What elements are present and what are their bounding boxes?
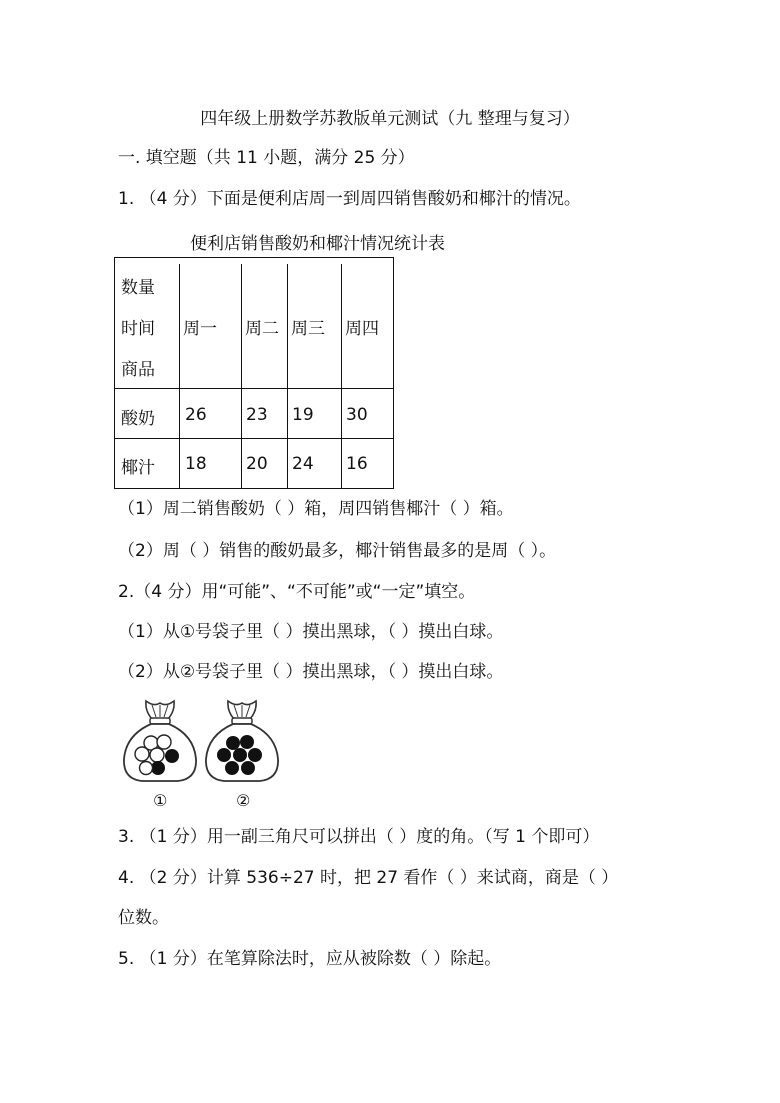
table-cell: 18 (185, 454, 207, 474)
table-divider (179, 264, 180, 488)
table-cell: 23 (246, 405, 268, 425)
bag-1-label: ① (153, 791, 168, 810)
table-divider (115, 438, 393, 439)
section-heading: 一. 填空题（共 11 小题，满分 25 分） (118, 148, 415, 168)
table-title: 便利店销售酸奶和椰汁情况统计表 (190, 234, 445, 254)
question-4-continuation: 位数。 (118, 908, 169, 928)
bag-2-illustration (202, 697, 282, 785)
table-cell: 16 (346, 454, 368, 474)
statistics-table (114, 257, 394, 489)
question-1-part-1: （1）周二销售酸奶（ ）箱，周四销售椰汁（ ）箱。 (118, 499, 514, 519)
header-label-time: 时间 (121, 319, 155, 339)
row-label-coconut: 椰汁 (121, 458, 155, 478)
table-cell: 24 (292, 454, 314, 474)
question-5-text: 5. （1 分）在笔算除法时，应从被除数（ ）除起。 (118, 949, 502, 969)
day-header: 周四 (345, 319, 379, 339)
question-2-part-2: （2）从②号袋子里（ ）摸出黑球，（ ）摸出白球。 (118, 662, 504, 682)
table-cell: 19 (292, 405, 314, 425)
row-label-yogurt: 酸奶 (121, 409, 155, 429)
bag-2-label: ② (236, 791, 251, 810)
header-label-quantity: 数量 (121, 278, 155, 298)
header-label-product: 商品 (121, 360, 155, 380)
table-divider (115, 388, 393, 389)
table-divider (287, 264, 288, 488)
question-1-part-2: （2）周（ ）销售的酸奶最多，椰汁销售最多的是周（ ）。 (118, 541, 557, 561)
table-cell: 26 (185, 405, 207, 425)
day-header: 周一 (183, 319, 217, 339)
day-header: 周二 (245, 319, 279, 339)
question-4-text: 4. （2 分）计算 536÷27 时，把 27 看作（ ）来试商，商是（ ） (118, 868, 619, 888)
question-3-text: 3. （1 分）用一副三角尺可以拼出（ ）度的角。（写 1 个即可） (118, 827, 600, 847)
bag-1-illustration (120, 697, 200, 785)
question-2-text: 2.（4 分）用“可能”、“不可能”或“一定”填空。 (118, 582, 476, 602)
page-title: 四年级上册数学苏教版单元测试（九 整理与复习） (200, 109, 580, 129)
day-header: 周三 (291, 319, 325, 339)
table-cell: 20 (246, 454, 268, 474)
question-2-part-1: （1）从①号袋子里（ ）摸出黑球，（ ）摸出白球。 (118, 622, 504, 642)
table-divider (341, 264, 342, 488)
table-divider (241, 264, 242, 488)
question-1-text: 1. （4 分）下面是便利店周一到周四销售酸奶和椰汁的情况。 (118, 189, 581, 209)
table-cell: 30 (346, 405, 368, 425)
